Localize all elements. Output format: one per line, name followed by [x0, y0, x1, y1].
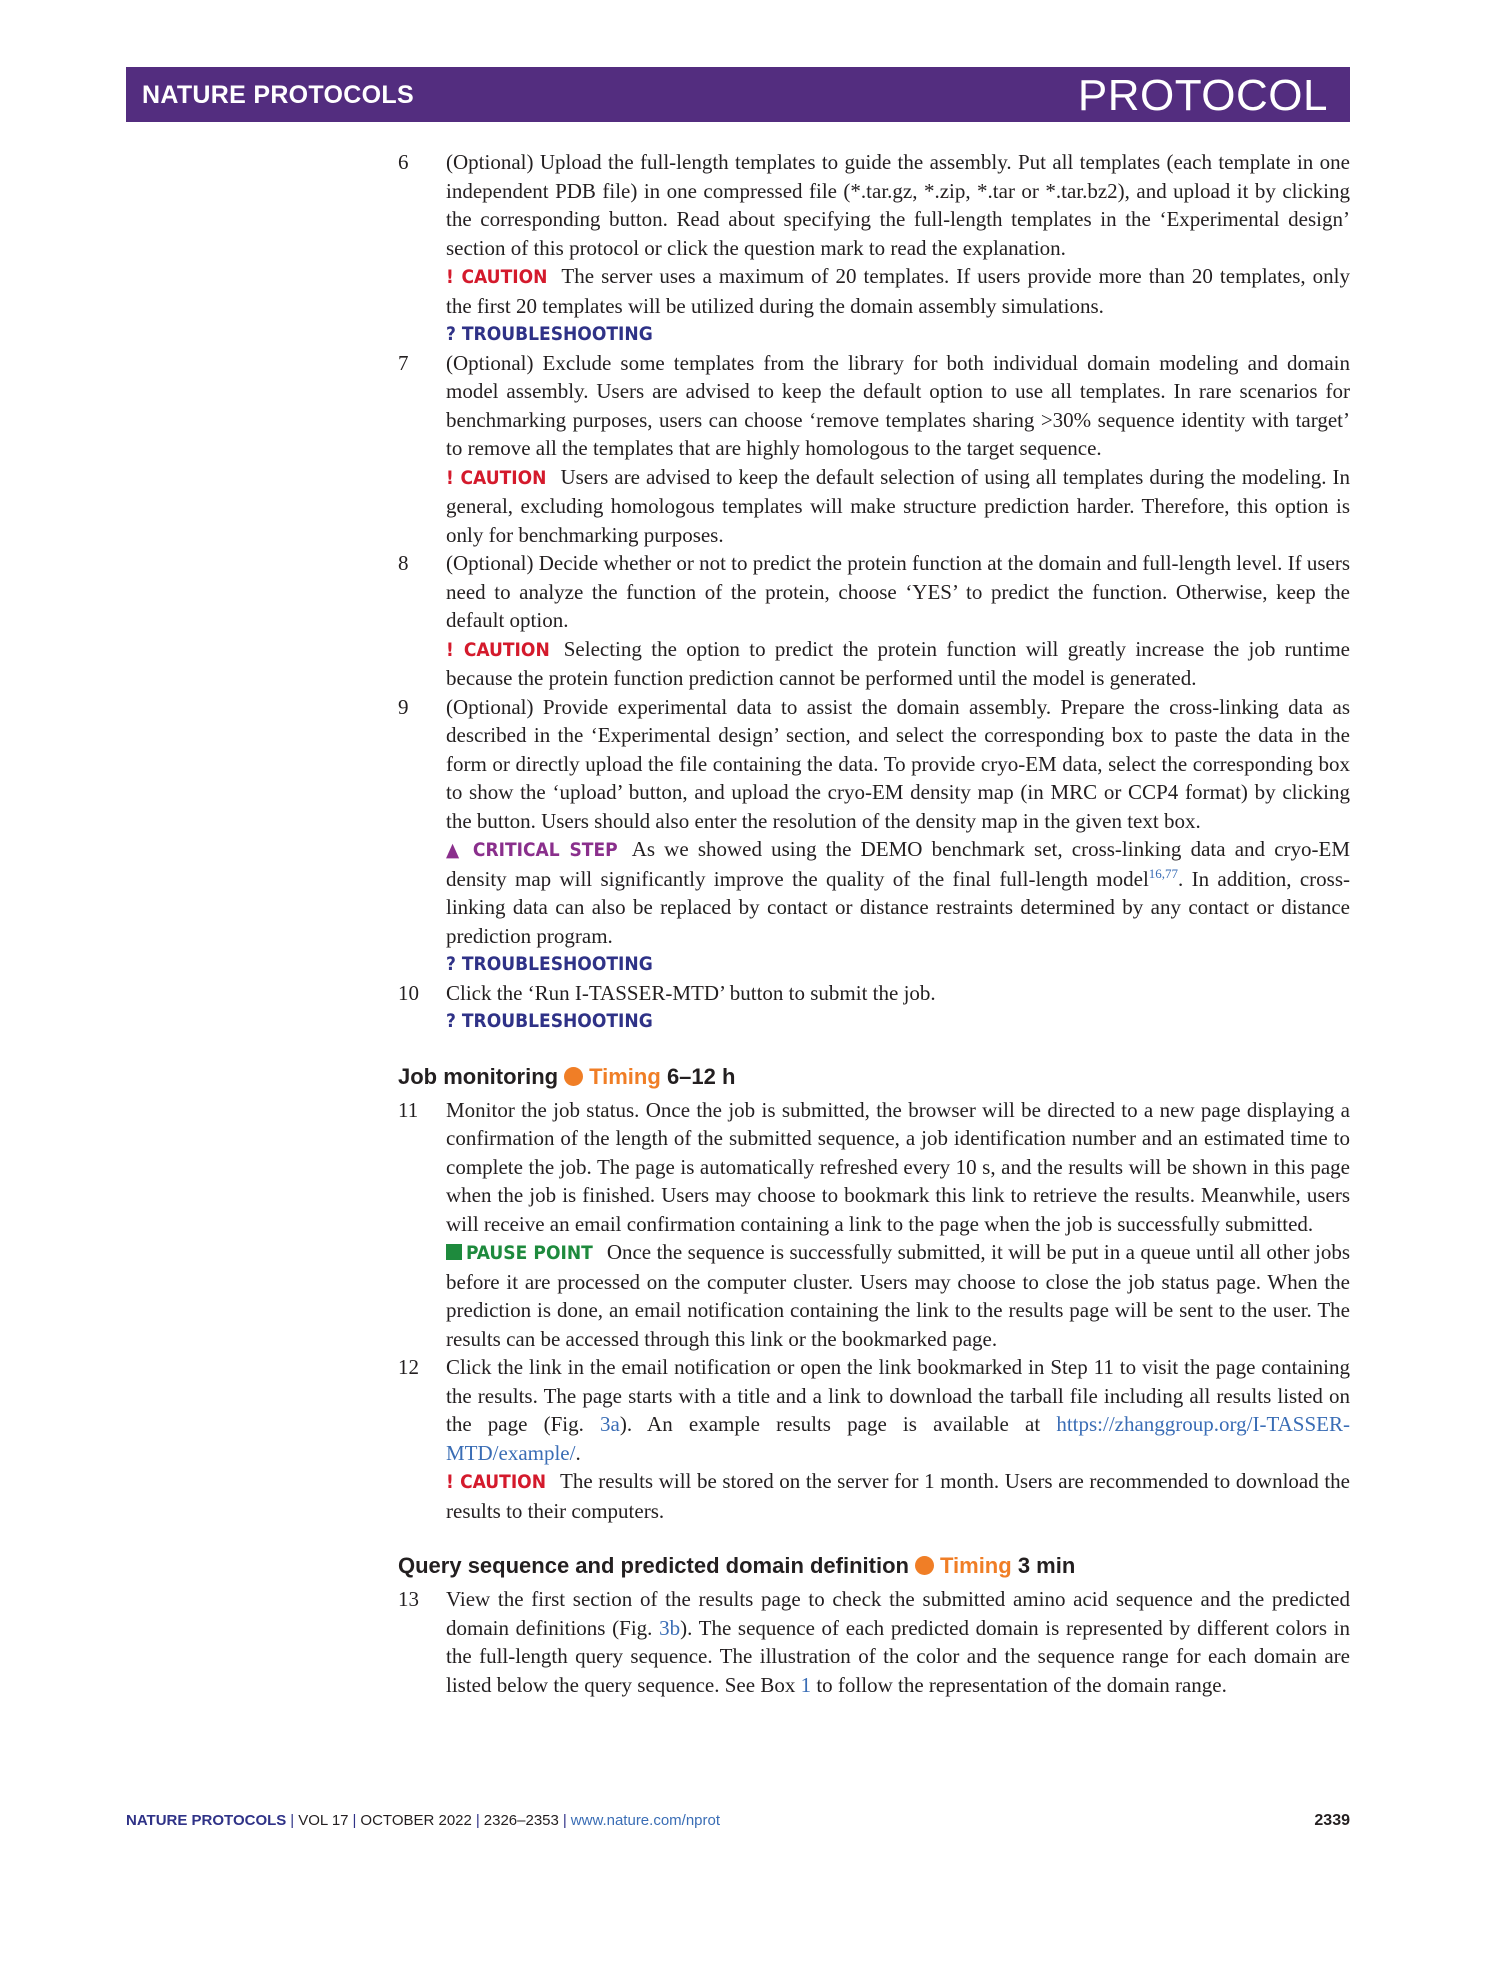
step-text: (Optional) Provide experimental data to assist the domain assembly. Prepare the cross-linking data as described in the ‘Experimental design’ section, and select the corresponding box to paste the data in the form or directly upload the file containing the data. To provide cryo-EM data, select the corresponding box to show the ‘upload’ button, and upload the cryo-EM density map (in MRC or CCP4 format) by clicking the button. Users should also enter the resolution of the density map in the given text box. — [446, 694, 1350, 833]
pause-text: Once the sequence is successfully submitted, it will be put in a queue until all other jobs before it are processed on the computer cluster. Users may choose to close the job status page. When the prediction is done, an email notification containing the link to the results page will be sent to the user. The results can be accessed through this link or the bookmarked page. — [446, 1240, 1350, 1351]
step-text-a: Click the link in the email notification or open the link bookmarked in Step 11 to visit the page containing the results. The page starts with a title and a link to download the tarball file including all results listed on the page (Fig. — [446, 1355, 1350, 1436]
caution-label: ! CAUTION — [446, 266, 548, 288]
step-text-b: ). An example results page is available at — [619, 1412, 1057, 1436]
step-text: (Optional) Upload the full-length templates to guide the assembly. Put all templates (each template in one independent PDB file) in one compressed file (*.tar.gz, *.zip, *.tar or *.tar.bz2), and upload it by clicking the corresponding button. Read about specifying the full-length templates in the ‘Experimental design’ section of this protocol or click the question mark to read the explanation. — [446, 150, 1350, 260]
step-number: 11 — [398, 1097, 419, 1122]
figure-link[interactable]: 3a — [600, 1412, 620, 1436]
step-number: 13 — [398, 1587, 419, 1611]
procedure-content — [398, 148, 1350, 1699]
timing-value: 6–12 h — [666, 1063, 736, 1089]
section-title: Job monitoring — [398, 1063, 559, 1089]
caution-label: ! CAUTION — [446, 638, 550, 661]
step-13 — [398, 1585, 1350, 1699]
step-text: (Optional) Decide whether or not to predict the protein function at the domain and full-length level. If users need to analyze the function of the protein, choose ‘YES’ to predict the function. Otherwise, keep the default option. — [446, 551, 1350, 632]
step-text-c: to follow the representation of the domain range. — [811, 1672, 1227, 1697]
step-number: 6 — [398, 150, 409, 174]
caution-text: Selecting the option to predict the protein function will greatly increase the job runtime because the protein function prediction cannot be performed until the model is generated. — [446, 636, 1350, 690]
step-11 — [398, 1096, 1350, 1354]
troubleshooting-link[interactable]: ? TROUBLESHOOTING — [446, 1010, 653, 1032]
footer-date: OCTOBER 2022 — [360, 1812, 472, 1829]
figure-link[interactable]: 3b — [659, 1615, 681, 1640]
section-heading-job-monitoring — [398, 1062, 1350, 1092]
step-10 — [398, 979, 1350, 1036]
step-text — [446, 1585, 1350, 1699]
step-number: 8 — [398, 551, 409, 575]
caution-note — [446, 463, 1350, 550]
step-text: Click the ‘Run I-TASSER-MTD’ button to submit the job. — [446, 980, 936, 1005]
footer-pages: 2326–2353 — [483, 1812, 559, 1829]
step-text — [446, 1353, 1350, 1467]
timing-dot-icon — [915, 1556, 934, 1575]
step-text-c: . — [575, 1440, 581, 1465]
pause-square-icon — [446, 1244, 462, 1260]
caution-text: Users are advised to keep the default selection of using all templates during the modeling. In general, excluding homologous templates will make structure prediction harder. Therefore, this option is only for benchmarking purposes. — [446, 464, 1350, 547]
timing-label: Timing — [939, 1553, 1012, 1578]
troubleshooting-link[interactable]: ? TROUBLESHOOTING — [446, 323, 653, 345]
section-title: Query sequence and predicted domain definition — [398, 1553, 909, 1578]
pause-point-label: PAUSE POINT — [466, 1242, 593, 1264]
box-link[interactable]: 1 — [800, 1672, 812, 1697]
caution-note — [446, 1467, 1350, 1525]
journal-banner — [126, 67, 1350, 122]
page-footer: NATURE PROTOCOLS | VOL 17 | OCTOBER 2022 | 2326–2353 | www.nature.com/nprot 2339 — [126, 1812, 1350, 1829]
caution-label: ! CAUTION — [446, 1471, 547, 1493]
step-6 — [398, 148, 1350, 349]
section-heading-query-sequence — [398, 1551, 1350, 1581]
caution-note — [446, 262, 1350, 320]
troubleshooting-link[interactable]: ? TROUBLESHOOTING — [446, 953, 653, 975]
article-type: PROTOCOL — [1077, 71, 1328, 120]
example-url-link[interactable]: https://zhanggroup.org/I-TASSER-MTD/example/ — [446, 1412, 1350, 1465]
page-number: 2339 — [1314, 1812, 1350, 1829]
timing-label: Timing — [589, 1063, 661, 1089]
step-text: (Optional) Exclude some templates from the library for both individual domain modeling and domain model assembly. Users are advised to keep the default option to use all templates. In rare scenarios for benchmarking purposes, users can choose ‘remove templates sharing >30% sequence identity with target’ to remove all the templates that are highly homologous to the target sequence. — [446, 350, 1350, 460]
step-number: 12 — [398, 1355, 419, 1379]
step-7 — [398, 349, 1350, 550]
critical-text-a: As we showed using the DEMO benchmark set, cross-linking data and cryo-EM density map will significantly improve the quality of the final full-length model — [446, 837, 1350, 891]
reference-link[interactable]: 16,77 — [1148, 865, 1179, 881]
caution-label: ! CAUTION — [446, 466, 547, 489]
footer-journal: NATURE PROTOCOLS — [126, 1812, 287, 1829]
timing-value: 3 min — [1017, 1553, 1076, 1578]
step-9 — [398, 693, 1350, 979]
footer-volume: VOL 17 — [298, 1812, 349, 1829]
step-text-a: View the first section of the results page to check the submitted amino acid sequence and the predicted domain definitions (Fig. — [446, 1587, 1350, 1640]
caution-text: The server uses a maximum of 20 templates. If users provide more than 20 templates, only the first 20 templates will be utilized during the domain assembly simulations. — [446, 264, 1350, 318]
pause-point-note — [446, 1238, 1350, 1353]
caution-note — [446, 635, 1350, 693]
step-number: 10 — [398, 980, 419, 1005]
step-8 — [398, 549, 1350, 693]
journal-name: NATURE PROTOCOLS — [142, 81, 414, 109]
step-12 — [398, 1353, 1350, 1525]
footer-url-link[interactable]: www.nature.com/nprot — [570, 1812, 721, 1829]
step-number: 9 — [398, 694, 409, 719]
step-number: 7 — [398, 350, 409, 375]
critical-text-b: . In addition, cross-linking data can also be replaced by contact or distance restraints determined by any contact or distance prediction program. — [446, 866, 1350, 948]
step-text-b: ). The sequence of each predicted domain is represented by different colors in the full-length query sequence. The illustration of the color and the sequence range for each domain are listed below the query sequence. See Box — [446, 1615, 1350, 1697]
timing-dot-icon — [564, 1067, 583, 1086]
critical-step-label: ▲ CRITICAL STEP — [446, 839, 618, 861]
critical-step-note — [446, 835, 1350, 950]
caution-text: The results will be stored on the server for 1 month. Users are recommended to download the results to their computers. — [446, 1469, 1350, 1523]
step-text: Monitor the job status. Once the job is submitted, the browser will be directed to a new page displaying a confirmation of the length of the submitted sequence, a job identification number and an estimated time to complete the job. The page is automatically refreshed every 10 s, and the results will be shown in this page when the job is finished. Users may choose to bookmark this link to retrieve the results. Meanwhile, users will receive an email confirmation containing a link to the page when the job is successfully submitted. — [446, 1097, 1350, 1236]
